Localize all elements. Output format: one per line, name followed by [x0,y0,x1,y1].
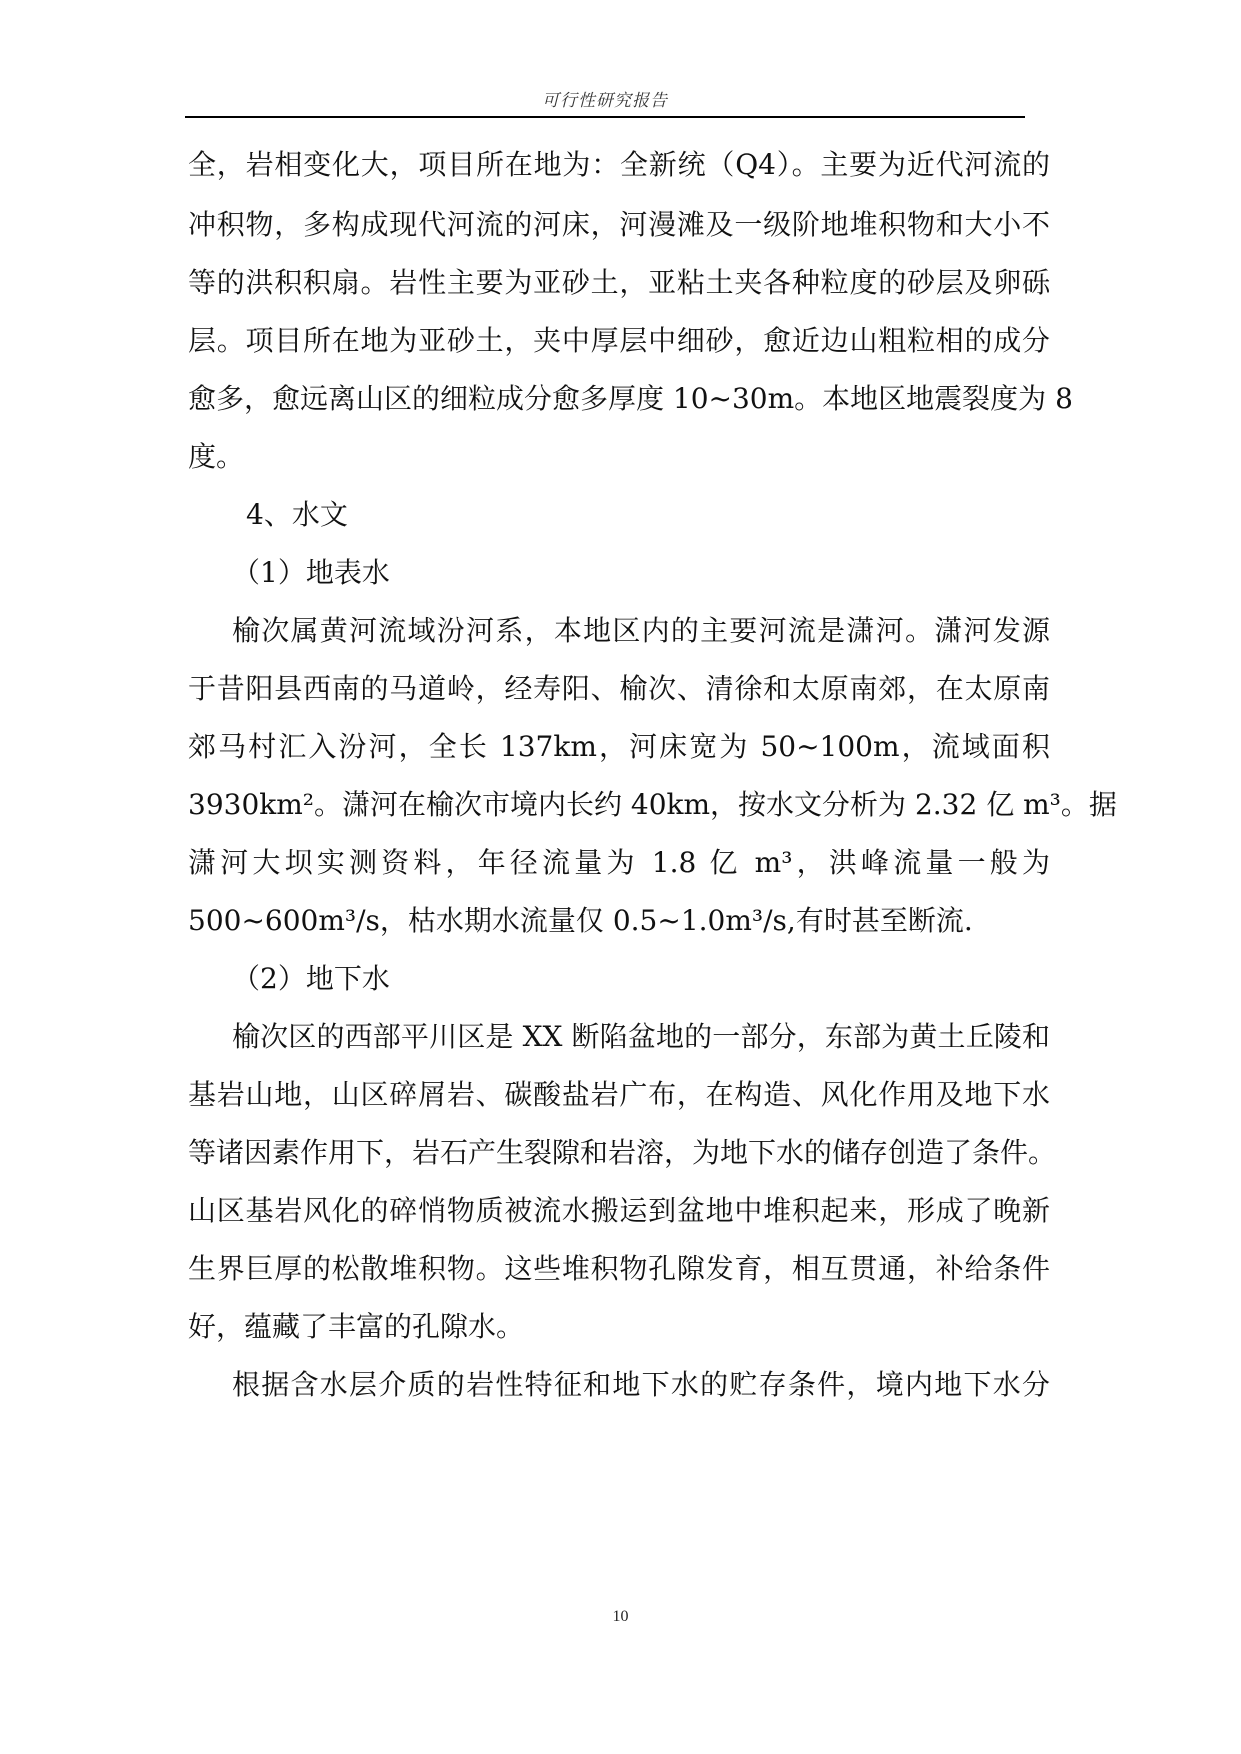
header-rule [185,116,1025,118]
text-line: 度。 [188,440,245,473]
text-line: 根据含水层介质的岩性特征和地下水的贮存条件，境内地下水分 [232,1368,1050,1401]
text-line: 等诸因素作用下，岩石产生裂隙和岩溶，为地下水的储存创造了条件。 [188,1136,1057,1169]
section-heading-hydrology: 4、水文 [246,498,348,531]
text-line: 生界巨厚的松散堆积物。这些堆积物孔隙发育，相互贯通，补给条件 [188,1252,1050,1285]
page-number: 10 [612,1608,629,1625]
text-line: 冲积物，多构成现代河流的河床，河漫滩及一级阶地堆积物和大小不 [188,208,1050,241]
subsection-heading-groundwater: （2）地下水 [232,962,390,995]
text-line: 榆次区的西部平川区是 XX 断陷盆地的一部分，东部为黄土丘陵和 [232,1020,1050,1053]
text-line: 榆次属黄河流域汾河系，本地区内的主要河流是潇河。潇河发源 [232,614,1050,647]
header-title: 可行性研究报告 [542,91,668,111]
text-line: 全，岩相变化大，项目所在地为：全新统（Q4）。主要为近代河流的 [188,148,1050,181]
text-line: 郊马村汇入汾河，全长 137km，河床宽为 50~100m，流域面积 [188,730,1050,763]
text-line: 基岩山地，山区碎屑岩、碳酸盐岩广布，在构造、风化作用及地下水 [188,1078,1050,1111]
text-line: 潇河大坝实测资料，年径流量为 1.8 亿 m³，洪峰流量一般为 [188,846,1050,879]
subsection-heading-surface-water: （1）地表水 [232,556,390,589]
text-line: 于昔阳县西南的马道岭，经寿阳、榆次、清徐和太原南郊，在太原南 [188,672,1050,705]
text-line: 等的洪积积扇。岩性主要为亚砂土，亚粘土夹各种粒度的砂层及卵砾 [188,266,1050,299]
text-line: 愈多，愈远离山区的细粒成分愈多厚度 10~30m。本地区地震裂度为 8 [188,382,1073,415]
text-line: 3930km²。潇河在榆次市境内长约 40km，按水文分析为 2.32 亿 m³。据 [188,788,1117,821]
text-line: 好，蕴藏了丰富的孔隙水。 [188,1310,525,1343]
text-line: 山区基岩风化的碎悄物质被流水搬运到盆地中堆积起来，形成了晚新 [188,1194,1050,1227]
text-line: 层。项目所在地为亚砂土，夹中厚层中细砂，愈近边山粗粒相的成分 [188,324,1050,357]
text-line: 500~600m³/s，枯水期水流量仅 0.5~1.0m³/s,有时甚至断流. [188,904,973,937]
